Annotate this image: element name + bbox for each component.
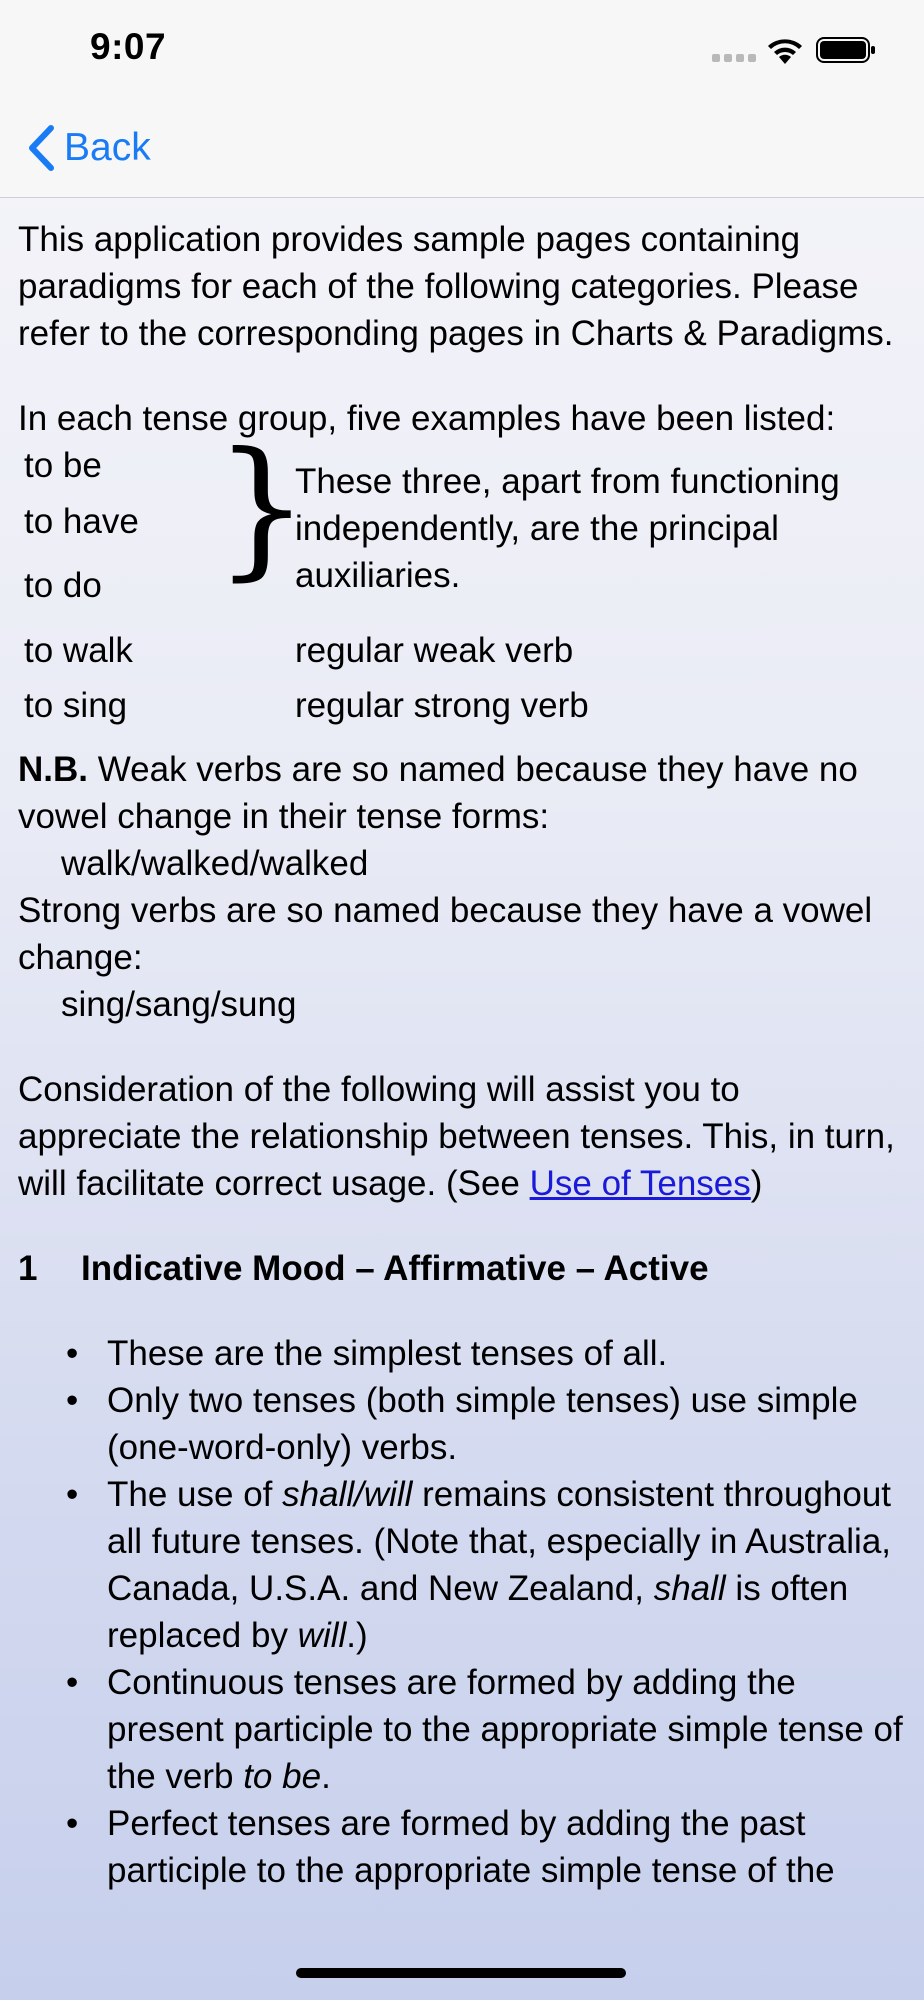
nb-weak-description: Weak verbs are so named because they have no vowel change in their tense forms: (18, 750, 858, 836)
consideration-close: ) (750, 1164, 763, 1203)
bullet-text: Only two tenses (both simple tenses) use simple (one-word-only) verbs. (107, 1381, 858, 1467)
verb-to-sing: to sing (24, 686, 128, 725)
section-heading (18, 1245, 910, 1292)
section-number: 1 (18, 1249, 38, 1288)
list-item (18, 1800, 910, 1894)
list-item (18, 1377, 910, 1471)
home-indicator[interactable] (296, 1968, 626, 1978)
verb-to-have: to have (24, 502, 139, 541)
list-item (18, 1659, 910, 1800)
section-bullets (18, 1330, 910, 1894)
back-label: Back (64, 126, 151, 169)
content (18, 197, 910, 1894)
list-item (18, 1471, 910, 1659)
verb-examples (18, 421, 910, 725)
bullet-text: .) (346, 1616, 368, 1655)
use-of-tenses-link[interactable]: Use of Tenses (529, 1164, 751, 1203)
nb-note (18, 746, 910, 1028)
wifi-icon (766, 36, 804, 66)
strong-example: sing/sang/sung (61, 985, 297, 1024)
tense-intro: In each tense group, five examples have been listed: (18, 399, 836, 438)
chevron-left-icon (26, 124, 56, 172)
battery-icon (816, 36, 876, 64)
consideration-paragraph (18, 1066, 910, 1207)
status-time: 9:07 (90, 26, 167, 67)
bullet-text: is often replaced by (107, 1569, 849, 1655)
bullet-text: These are the simplest tenses of all. (107, 1334, 668, 1373)
verb-to-walk: to walk (24, 631, 133, 670)
nb-label: N.B. (18, 750, 88, 789)
intro-paragraph: This application provides sample pages containing paradigms for each of the following categories. Please refer to the corresponding pages in Charts & Paradigms. (18, 220, 894, 353)
bullet-emphasis: shall/will (282, 1475, 413, 1514)
verb-to-walk-desc: regular weak verb (295, 631, 574, 670)
brace-symbol: } (214, 421, 310, 595)
verb-to-sing-desc: regular strong verb (295, 686, 589, 725)
list-item (18, 1330, 910, 1377)
section-title: Indicative Mood – Affirmative – Active (81, 1249, 709, 1288)
cell-signal-icon (712, 54, 756, 64)
status-bar (0, 0, 924, 100)
verb-to-do: to do (24, 566, 102, 605)
bullet-text: . (321, 1757, 331, 1796)
nb-weak-text (18, 746, 910, 840)
strong-description: Strong verbs are so named because they have a vowel change: (18, 891, 873, 977)
verb-to-be: to be (24, 446, 102, 485)
back-button[interactable] (26, 122, 151, 174)
weak-example: walk/walked/walked (61, 844, 369, 883)
bullet-text: Perfect tenses are formed by adding the past participle to the appropriate simple tense of the (107, 1804, 835, 1890)
bullet-emphasis: shall (653, 1569, 726, 1608)
bullet-emphasis: to be (243, 1757, 322, 1796)
navigation-bar (0, 100, 924, 198)
bullet-text: remains consistent throughout all future tenses. (Note that, especially in Australia, Canada, U.S.A. and New Zealand, (107, 1475, 892, 1608)
bullet-text: The use of (107, 1475, 283, 1514)
auxiliaries-note: These three, apart from functioning independently, are the principal auxiliaries. (295, 462, 840, 595)
bullet-emphasis: will (297, 1616, 347, 1655)
bullet-text: Continuous tenses are formed by adding the present participle to the appropriate simple tense of the verb (107, 1663, 903, 1796)
consideration-text: Consideration of the following will assist you to appreciate the relationship between tenses. This, in turn, will facilitate correct usage. (See (18, 1070, 895, 1203)
